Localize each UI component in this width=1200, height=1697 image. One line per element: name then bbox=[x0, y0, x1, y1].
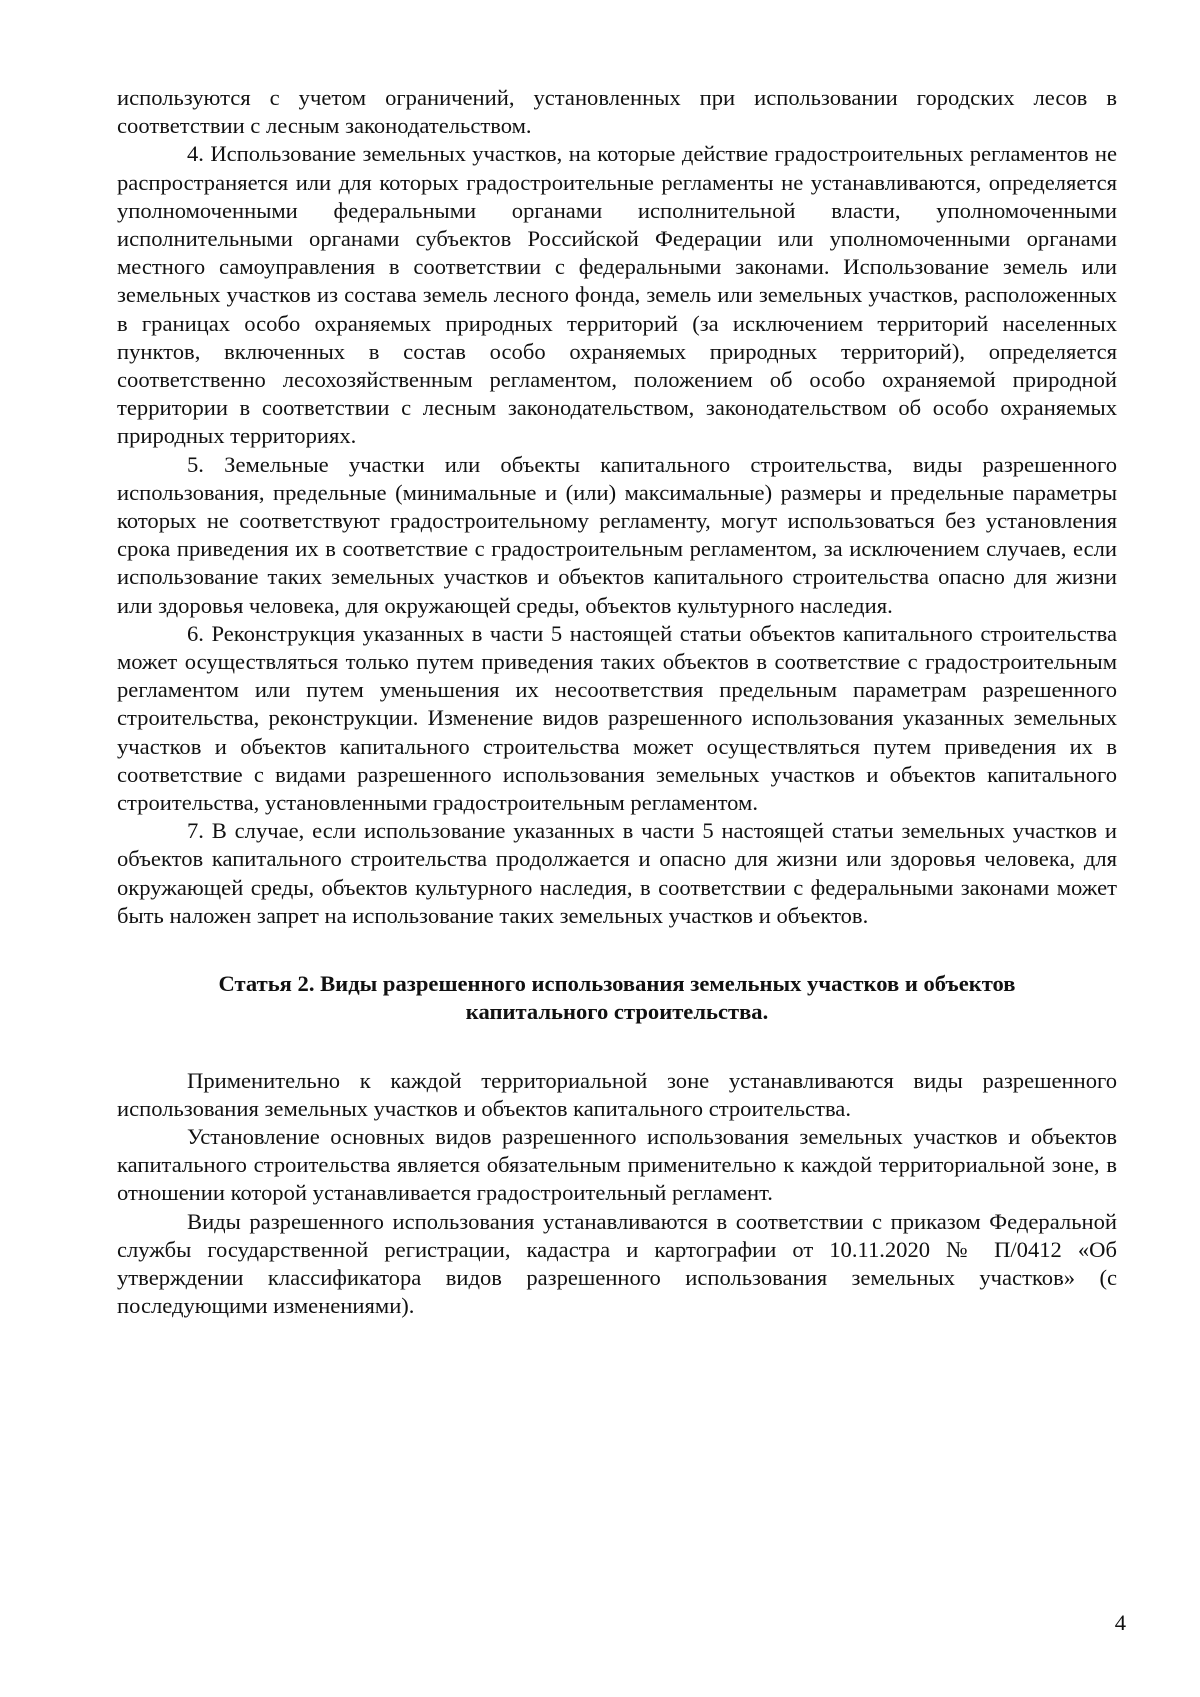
article-2-paragraph-1: Применительно к каждой территориальной зоне устанавливаются виды разрешенного использования земельных участков и объектов капитального строительства. bbox=[117, 1067, 1117, 1121]
article-2-paragraph-2: Установление основных видов разрешенного использования земельных участков и объектов капитального строительства является обязательным применительно к каждой территориальной зоне, в отношении которой устанавливается градостроительный регламент. bbox=[117, 1123, 1117, 1206]
article-2-heading bbox=[117, 970, 1117, 1026]
article-2-heading-line-1: Статья 2. Виды разрешенного использования земельных участков и объектов bbox=[218, 971, 1016, 997]
article-2-heading-line-2: капитального строительства. bbox=[465, 999, 769, 1025]
article-2-paragraph-3: Виды разрешенного использования устанавливаются в соответствии с приказом Федеральной службы государственной регистрации, кадастра и картографии от 10.11.2020 № П/0412 «Об утверждении классификатора видов разрешенного использования земельных участков» (с последующими изменениями). bbox=[117, 1208, 1117, 1319]
page-number: 4 bbox=[1114, 1610, 1126, 1635]
part-4-paragraph: 4. Использование земельных участков, на которые действие градостроительных регламентов не распространяется или для которых градостроительные регламенты не устанавливаются, определяется уполномоченными федеральными органами исполнительной власти, уполномоченными исполнительными органами субъектов Российской Федерации или уполномоченными органами местного самоуправления в соответствии с федеральными законами. Использование земель или земельных участков из состава земель лесного фонда, земель или земельных участков, расположенных в границах особо охраняемых природных территорий (за исключением территорий населенных пунктов, включенных в состав особо охраняемых природных территорий), определяется соответственно лесохозяйственным регламентом, положением об особо охраняемой природной территории в соответствии с лесным законодательством, законодательством об особо охраняемых природных территориях. bbox=[117, 141, 1117, 449]
part-7-paragraph: 7. В случае, если использование указанных в части 5 настоящей статьи земельных участков и объектов капитального строительства продолжается и опасно для жизни или здоровья человека, для окружающей среды, объектов культурного наследия, в соответствии с федеральными законами может быть наложен запрет на использование таких земельных участков и объектов. bbox=[117, 818, 1117, 928]
document-page bbox=[117, 84, 1117, 1320]
continuation-paragraph: используются с учетом ограничений, установленных при использовании городских лесов в соответствии с лесным законодательством. bbox=[117, 85, 1117, 139]
part-5-paragraph: 5. Земельные участки или объекты капитального строительства, виды разрешенного использования, предельные (минимальные и (или) максимальные) размеры и предельные параметры которых не соответствуют градостроительному регламенту, могут использоваться без установления срока приведения их в соответствие с градостроительным регламентом, за исключением случаев, если использование таких земельных участков и объектов капитального строительства опасно для жизни или здоровья человека, для окружающей среды, объектов культурного наследия. bbox=[117, 451, 1117, 618]
part-6-paragraph: 6. Реконструкция указанных в части 5 настоящей статьи объектов капитального строительства может осуществляться только путем приведения таких объектов в соответствие с градостроительным регламентом или путем уменьшения их несоответствия предельным параметрам разрешенного строительства, реконструкции. Изменение видов разрешенного использования указанных земельных участков и объектов капитального строительства может осуществляться путем приведения их в соответствие с видами разрешенного использования земельных участков и объектов капитального строительства, установленными градостроительным регламентом. bbox=[117, 620, 1117, 816]
